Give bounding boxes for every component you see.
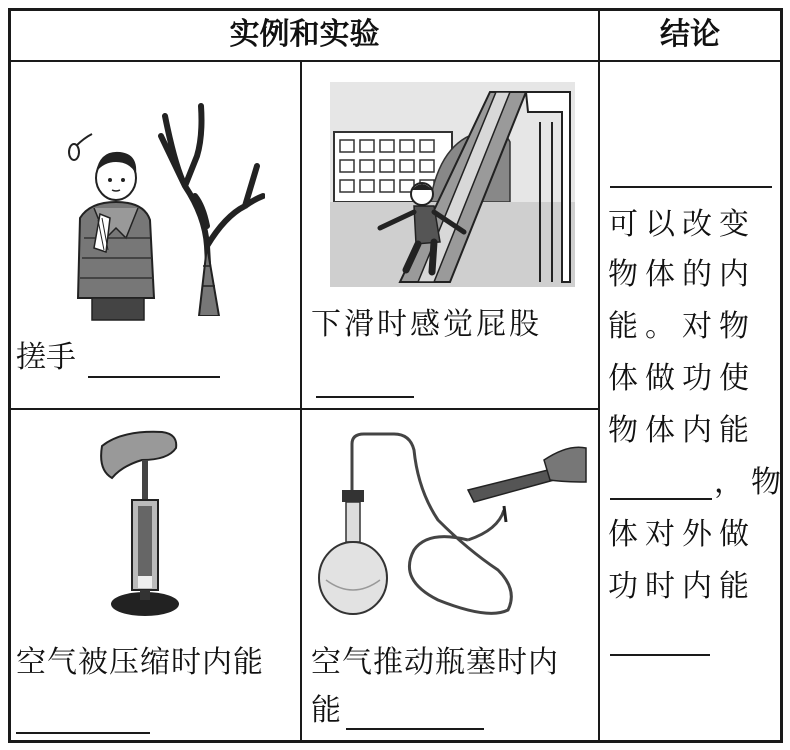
push-plug-text-line1: 空气推动瓶塞时内 xyxy=(311,645,559,680)
compress-text: 空气被压缩时内能 xyxy=(16,645,264,680)
rub-hands-blank xyxy=(88,376,220,378)
slide-blank xyxy=(316,396,414,398)
slide-text: 下滑时感觉屁股 xyxy=(311,307,542,342)
bare-tree-illustration xyxy=(145,96,265,316)
conclusion-line-6: ，物 xyxy=(714,465,788,500)
table-border-left xyxy=(8,8,11,743)
header-examples: 实例和实验 xyxy=(229,17,380,52)
conclusion-line-4: 体做功使 xyxy=(608,361,756,396)
conclusion-line-2: 物体的内 xyxy=(608,257,756,292)
header-divider xyxy=(8,60,783,62)
air-pump-syringe-illustration xyxy=(92,426,192,621)
push-plug-text-line2: 能 xyxy=(311,693,341,728)
push-plug-blank xyxy=(346,728,484,730)
header-conclusion: 结论 xyxy=(660,17,720,52)
table-border-bottom xyxy=(8,740,783,743)
conclusion-line-5: 物体内能 xyxy=(608,413,756,448)
conclusion-line-3: 能。对物 xyxy=(608,309,756,344)
conclusion-line-7: 体对外做 xyxy=(608,517,756,552)
table-border-right xyxy=(780,8,783,743)
rub-hands-text: 搓手 xyxy=(16,340,76,375)
compress-blank xyxy=(16,732,150,734)
conclusion-blank-3 xyxy=(610,654,710,656)
conclusion-line-1: 可以改变 xyxy=(608,207,756,242)
row-divider xyxy=(8,408,600,410)
column-divider-middle xyxy=(300,60,302,743)
boy-rubbing-hands-illustration xyxy=(50,128,160,328)
conclusion-line-8: 功时内能 xyxy=(608,569,756,604)
conclusion-blank-1 xyxy=(610,186,772,188)
column-divider-conclusion xyxy=(598,8,600,743)
flask-with-tube-illustration xyxy=(318,430,588,620)
slide-illustration xyxy=(330,82,575,287)
conclusion-blank-2 xyxy=(610,498,712,500)
